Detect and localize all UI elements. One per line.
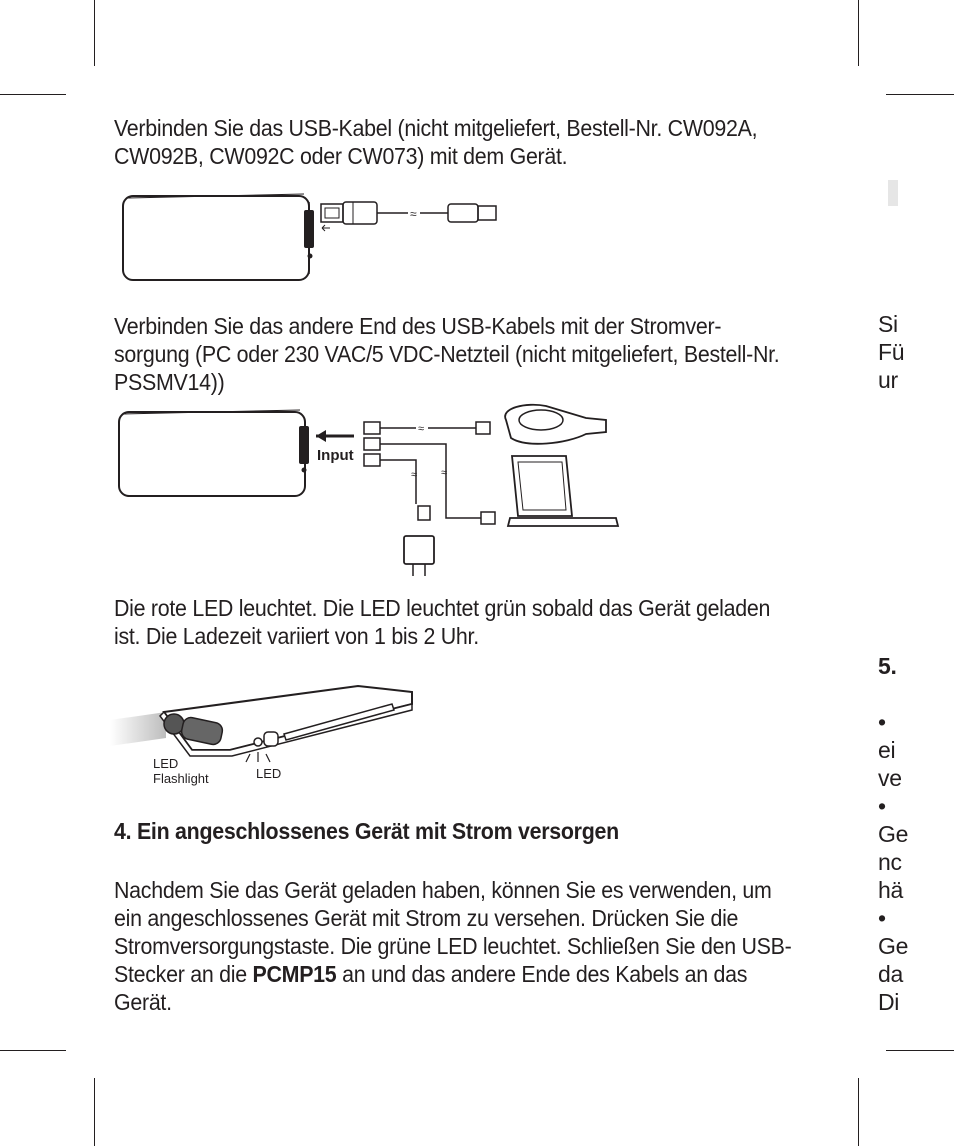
paragraph-text: an und das andere Ende des Kabels an das Gerät. xyxy=(114,961,748,1015)
usb-cable-illustration xyxy=(118,190,508,285)
svg-text:≈: ≈ xyxy=(411,469,418,481)
clipped-column-block1 xyxy=(878,310,908,394)
clipped-text: Fü xyxy=(878,339,905,365)
clipped-text: • xyxy=(878,793,886,819)
clipped-text: nc xyxy=(878,849,902,875)
led-flashlight-label-line1: LED xyxy=(153,756,179,771)
charging-sources-illustration xyxy=(116,398,626,580)
crop-mark xyxy=(0,1050,66,1051)
section-heading: 4. Ein angeschlossenes Gerät mit Strom versorgen xyxy=(114,818,619,844)
clipped-column-heading: 5. xyxy=(878,653,897,679)
crop-mark xyxy=(0,94,66,95)
crop-mark xyxy=(886,94,954,95)
svg-text:≈: ≈ xyxy=(410,207,417,221)
clipped-graphic xyxy=(888,180,898,206)
crop-mark xyxy=(858,0,859,66)
clipped-column-block2 xyxy=(878,708,908,1016)
svg-text:≈: ≈ xyxy=(418,423,425,435)
crop-mark xyxy=(858,1078,859,1146)
paragraph-connect-power: Verbinden Sie das andere End des USB-Kabels mit der Stromver-sorgung (PC oder 230 VAC/5 VDC-Netzteil (nicht mitgeliefert, Bestell-Nr. PSSMV14)) xyxy=(114,313,780,395)
paragraph-connect-usb: Verbinden Sie das USB-Kabel (nicht mitgeliefert, Bestell-Nr. CW092A, CW092B, CW092C oder CW073) mit dem Gerät. xyxy=(114,115,758,169)
led-label: LED xyxy=(256,766,282,781)
paragraph-led-status: Die rote LED leuchtet. Die LED leuchtet grün sobald das Gerät geladen ist. Die Ladezeit variiert von 1 bis 2 Uhr. xyxy=(114,595,771,649)
clipped-text: da xyxy=(878,961,903,987)
clipped-text: Si xyxy=(878,311,898,337)
clipped-text: • xyxy=(878,709,886,735)
model-number: PCMP15 xyxy=(252,961,337,987)
crop-mark xyxy=(94,0,95,66)
paragraph-power-device xyxy=(114,876,793,1016)
clipped-text: Ge xyxy=(878,933,908,959)
led-flashlight-illustration xyxy=(108,682,418,792)
clipped-text: hä xyxy=(878,877,903,903)
clipped-text: ve xyxy=(878,765,902,791)
clipped-text: Ge xyxy=(878,821,908,847)
paragraph-text: Nachdem Sie das Gerät geladen haben, können Sie es verwenden, um ein angeschlossenes Gerät mit Strom zu versehen. Drücken Sie die Stromversorgungstaste. Die grüne LED leuchtet. Schließen Sie den USB-Stecker an die xyxy=(114,877,792,987)
clipped-text: • xyxy=(878,905,886,931)
svg-text:≈: ≈ xyxy=(441,467,448,479)
input-label: Input xyxy=(317,447,354,464)
crop-mark xyxy=(886,1050,954,1051)
crop-mark xyxy=(94,1078,95,1146)
led-flashlight-label-line2: Flashlight xyxy=(153,771,209,786)
clipped-text: Di xyxy=(878,989,900,1015)
clipped-text: ur xyxy=(878,367,898,393)
clipped-text: ei xyxy=(878,737,896,763)
